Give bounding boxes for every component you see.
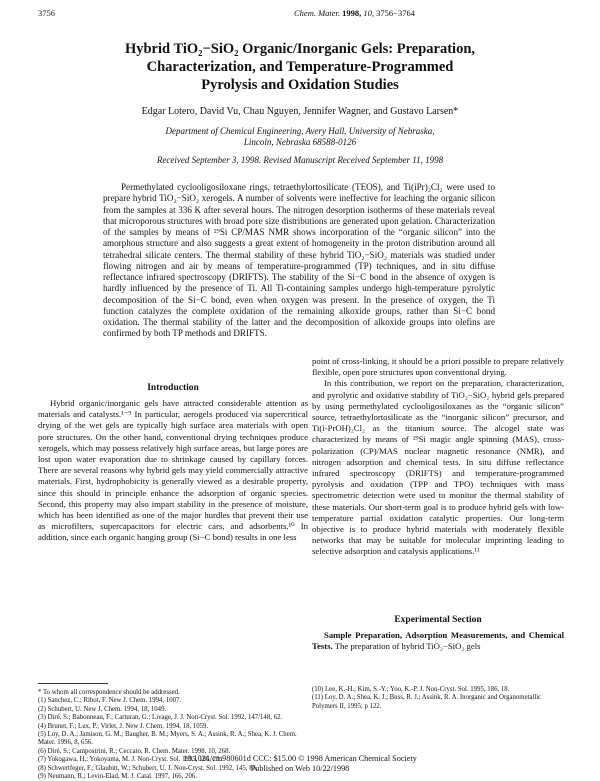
footnote-item: (2) Schubert, U. New J. Chem. 1994, 18, 1049. bbox=[38, 705, 167, 713]
footnote-item: (10) Lee, K.-H.; Kim, S.-Y.; Yoo, K.-P. J. Non-Cryst. Sol. 1995, 186, 18. bbox=[312, 686, 510, 693]
experimental-subheading: Sample Preparation, Adsorption Measurements, and Chemical Tests. bbox=[312, 630, 564, 652]
doi-line: 10.1021/cm980601d CCC: $15.00 © 1998 American Chemical Society bbox=[183, 754, 417, 763]
footnote-item: (7) Yokogawa, H.; Yokoyama, M. J. Non-Cryst. Sol. 1995, 186, 23. bbox=[38, 756, 222, 764]
footnote-item: (9) Neumann, R.; Levin-Elad, M. J. Catal. 1997, 166, 206. bbox=[38, 773, 197, 781]
journal-pages: 3756−3764 bbox=[376, 8, 415, 18]
footnote-item: (6) Diré, S.; Campostrini, R.; Ceccato, R. Chem. Mater. 1998, 10, 268. bbox=[38, 747, 231, 755]
received-dates: Received September 3, 1998. Revised Manuscript Received September 11, 1998 bbox=[156, 155, 444, 165]
footnote-item: (4) Brunet, F.; Lux, P.; Virlet, J. New J. Chem. 1994, 18, 1059. bbox=[38, 722, 209, 730]
left-column-body bbox=[38, 398, 308, 544]
journal-citation bbox=[294, 8, 415, 18]
experimental-text: The preparation of hybrid TiO₂−SiO₂ gels bbox=[334, 641, 481, 652]
introduction-paragraph-3: In this contribution, we report on the preparation, characterization, and pyrolytic and oxidative stability of TiO₂−SiO₂ hybrid gels prepared by using permethylated cyclooligosiloxanes as the “organic silicon” source, tetraethylortosilicate as the “inorganic silicon” precursor, and Ti(i-PrOH)₂Cl₂ as the titanium source. The alcogel state was characterized by means of ²⁹Si magic angle spinning (MAS), cross-polarization (CP)/MAS nuclear magnetic resonance (NMR), and nitrogen adsorption and chemical tests. In situ diffuse reflectance infrared spectroscopy (DRIFTS) and temperature-programmed pyrolysis and oxidation (TPP and TPO) techniques with mass spectrometric detection were used to monitor the thermal stability of these materials. Our short-term goal is to produce hybrid gels with low-temperature partial oxidation catalytic properties. Our long-term objective is to produce hybrid materials with moderately flexible networks that may be suitable for molecular imprinting leading to selective adsorption and catalysis applications.¹¹ bbox=[312, 378, 564, 557]
affiliation-line-2: Lincoln, Nebraska 68588-0126 bbox=[243, 137, 357, 147]
page-number: 3756 bbox=[38, 8, 55, 18]
introduction-paragraph-1: Hybrid organic/inorganic gels have attracted considerable attention as materials and catalysts.¹⁻⁹ In particular, aerogels produced via supercritical drying of the wet gels are typically high surface area materials with open pore structures. On the other hand, conventional drying techniques produce xerogels, which may possess relatively high surface areas, but large pores are lost upon water evaporation due to shrinkage caused by capillary forces. There are several reasons why hybrid gels may yield commercially attractive materials. First, hydrophobicity is generally viewed as a desirable property, since this should in principle enhance the adsorption of organic species. Second, this property may also impart stability in the presence of moisture, which has been identified as one of the major hurdles that prevent their use as microfilters, supercapacitors for electric cars, and adsorbents.¹⁰ In addition, since each organic hanging group (Si−C bond) results in one less bbox=[38, 398, 308, 543]
footnote-item: (8) Schwertfeger, F.; Glaubitt, W.; Schubert, U. J. Non-Cryst. Sol. 1992, 145, 85. bbox=[38, 764, 258, 772]
footnote-item: (11) Loy, D. A.; Shea, K. J.; Buss, R. J.; Assink, R. A. Inorganic and Organometallic Polymers II, 1995; p 122. bbox=[312, 694, 542, 710]
publication-date: Published on Web 10/22/1998 bbox=[250, 764, 350, 773]
title-line-2: Characterization, and Temperature-Programmed bbox=[146, 59, 454, 75]
footnote-divider bbox=[38, 683, 108, 684]
right-column-body bbox=[312, 356, 564, 558]
title-line-1: Hybrid TiO₂−SiO₂ Organic/Inorganic Gels: Preparation, bbox=[124, 41, 476, 57]
footnotes-right bbox=[312, 686, 564, 711]
affiliation-line-1: Department of Chemical Engineering, Avery Hall, University of Nebraska, bbox=[165, 126, 435, 136]
journal-year: 1998, bbox=[342, 8, 362, 18]
footnote-item: (1) Sanchez, C.; Ribot, F. New J. Chem. 1994, 1007. bbox=[38, 697, 182, 705]
abstract-text: Permethylated cyclooligosiloxane rings, tetraethylortosilicate (TEOS), and Ti(iPr)₂Cl₂ were used to prepare hybrid TiO₂−SiO₂ xerogels. A number of solvents were ineffective for leaching the organic silicon from the samples at 336 K after several hours. The nitrogen desorption isotherms of these materials reveal that microporous structures with broad pore size distributions are generated upon gelation. Characterization of the samples by means of ²⁹Si CP/MAS NMR shows incorporation of the “organic silicon” into the amorphous structure and also suggests a great extent of homogeneity in the proton distribution around all tetrahedral silicate centers. The thermal stability of these hybrid TiO₂−SiO₂ materials was studied under flowing nitrogen and air by means of temperature-programmed (TP) techniques, and in situ diffuse reflectance infrared spectroscopy (DRIFTS). The stability of the Si−C bond in the absence of oxygen is hardly influenced by the presence of Ti. All Ti-containing samples undergo high-temperature pyrolytic decomposition of the Si−C bond, even when oxygen was present. In the presence of oxygen, the Ti function catalyzes the complete oxidation of the remaining alkoxide groups, rather than Si−C bond oxidation. The thermal stability of the latter and the decomposition of alkoxide groups into olefins are confirmed by both TP methods and DRIFTS. bbox=[103, 182, 495, 339]
journal-volume: 10, bbox=[363, 8, 375, 18]
abstract bbox=[103, 182, 495, 340]
introduction-heading: Introduction bbox=[147, 383, 199, 393]
journal-name: Chem. Mater. bbox=[294, 8, 341, 18]
page-footer bbox=[0, 754, 600, 774]
title-line-3: Pyrolysis and Oxidation Studies bbox=[201, 77, 399, 93]
footnote-item: (3) Diré, S.; Babonneau, F.; Carturan, G.; Livage, J. J. Non-Cryst. Sol. 1992, 147/148, 62. bbox=[38, 714, 283, 722]
experimental-body bbox=[312, 630, 564, 652]
author-list: Edgar Lotero, David Vu, Chau Nguyen, Jennifer Wagner, and Gustavo Larsen* bbox=[141, 106, 459, 117]
experimental-paragraph bbox=[312, 630, 564, 652]
article-title bbox=[0, 40, 600, 94]
footnote-item: (5) Loy, D. A.; Jamison, G. M.; Baugher, B. M.; Myers, S. A.; Assink, R. A.; Shea, K. J. Chem. Mater. 1996, 8, 656. bbox=[38, 731, 297, 747]
experimental-heading: Experimental Section bbox=[394, 615, 482, 625]
affiliation bbox=[0, 126, 600, 148]
introduction-paragraph-2: point of cross-linking, it should be a priori possible to prepare relatively flexible, open pore structures upon conventional drying. bbox=[312, 356, 564, 378]
footnote-item: * To whom all correspondence should be addressed. bbox=[38, 689, 180, 696]
